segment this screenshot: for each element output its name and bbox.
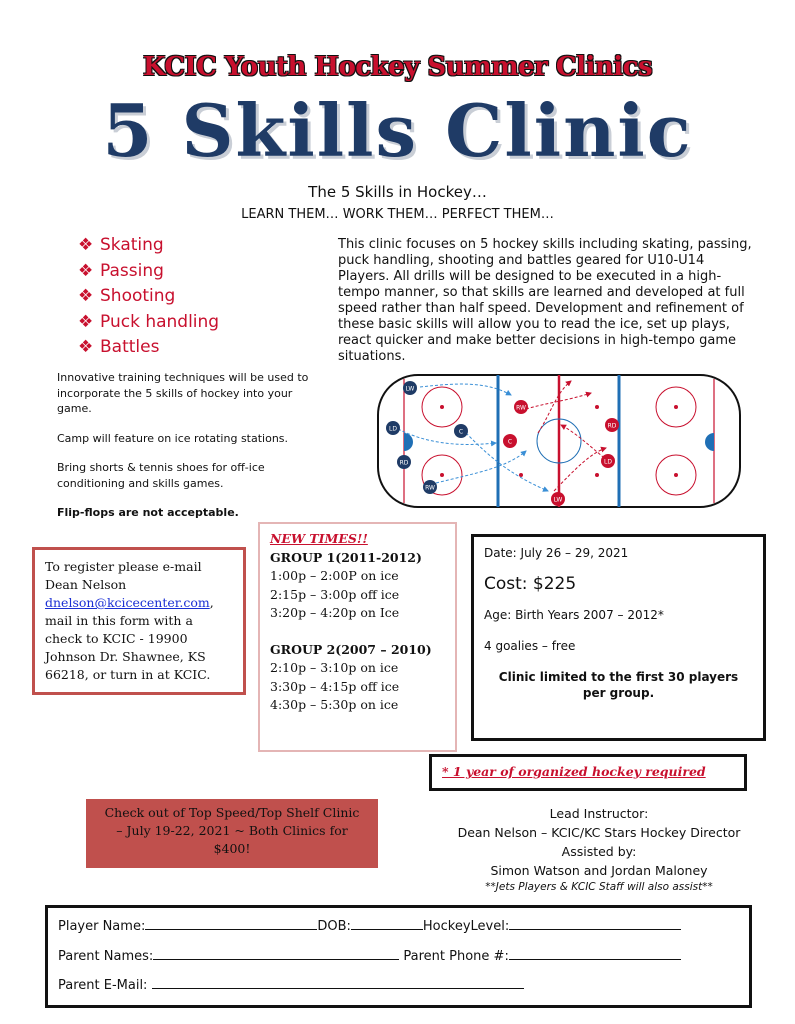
register-line: 66218, or turn in at KCIC. [45, 667, 211, 682]
list-item [78, 233, 219, 259]
requirement-box: * 1 year of organized hockey required [429, 754, 747, 791]
parent-phone-field[interactable] [509, 945, 681, 960]
diamond-bullet-icon: ❖ [78, 311, 94, 332]
register-line: Johnson Dr. Shawnee, KS [45, 649, 206, 664]
assisted-label: Assisted by: [561, 844, 637, 859]
diamond-bullet-icon: ❖ [78, 260, 94, 281]
dob-label: DOB: [317, 919, 351, 934]
form-row [58, 912, 739, 942]
schedule-item: 2:10p – 3:10p on ice [270, 660, 399, 675]
diamond-bullet-icon: ❖ [78, 337, 94, 357]
parent-email-field[interactable] [152, 974, 524, 989]
tagline: LEARN THEM… WORK THEM… PERFECT THEM… [241, 207, 554, 222]
schedule-item: 1:00p – 2:00P on ice [270, 568, 399, 583]
registration-box [32, 547, 246, 695]
faceoff-dot [440, 473, 444, 477]
goalies-note: 4 goalies – free [484, 639, 576, 653]
instructors-block [432, 804, 766, 894]
clinic-date: Date: July 26 – 29, 2021 [484, 546, 629, 560]
note-shoes: Bring shorts & tennis shoes for off-ice conditioning and skills games. [57, 461, 265, 490]
schedule-item: 3:30p – 4:15p off ice [270, 678, 400, 694]
clinic-description: This clinic focuses on 5 hockey skills including skating, passing, puck handling, shooting and battles geared for U10-U14 Players. All drills will be designed to be executed in a high-tempo manner, so that skills are learned and developed at full speed rather than half speed. Development and refinement of these basic skills will allow you to read the ice, set up plays, react quicker and make better decisions in high-tempo game situations. [338, 237, 752, 364]
parent-phone-label: Parent Phone #: [403, 948, 509, 964]
email-suffix: , [209, 595, 214, 610]
parent-email-label: Parent E-Mail: [58, 978, 148, 993]
register-line: mail in this form with a [45, 613, 193, 628]
hockey-level-field[interactable] [509, 915, 681, 930]
form-row [58, 971, 739, 1001]
capacity-line: Clinic limited to the first 30 players [498, 670, 739, 684]
promo-line: – July 19-22, 2021 ~ Both Clinics for [116, 823, 348, 838]
dob-field[interactable] [351, 915, 423, 930]
page-title: 5 Skills Clinic [102, 88, 693, 173]
group-1-title: GROUP 1(2011-2012) [270, 549, 422, 565]
svg-text:RW: RW [425, 484, 435, 492]
svg-text:RD: RD [607, 422, 617, 430]
clinic-series-title: KCIC Youth Hockey Summer Clinics [142, 52, 653, 82]
parent-names-field[interactable] [153, 945, 399, 960]
faceoff-dot [674, 473, 678, 477]
player-marker [397, 455, 411, 469]
player-name-field[interactable] [145, 915, 317, 930]
assistant-instructors: Simon Watson and Jordan Maloney [490, 863, 708, 878]
group-2-title: GROUP 2(2007 – 2010) [270, 641, 432, 657]
skill-label: Shooting [100, 286, 176, 306]
faceoff-dot [595, 473, 599, 477]
clinic-cost: Cost: $225 [484, 574, 577, 594]
skill-label: Battles [100, 337, 160, 357]
staff-note: **Jets Players & KCIC Staff will also assist** [485, 881, 713, 893]
svg-text:LD: LD [389, 425, 397, 433]
list-item [78, 310, 219, 336]
skill-label: Skating [100, 235, 164, 255]
faceoff-dot [519, 473, 523, 477]
promo-line: $400! [213, 841, 251, 856]
subtitle: The 5 Skills in Hockey… [308, 183, 487, 201]
svg-text:LD: LD [604, 458, 612, 466]
faceoff-dot [595, 405, 599, 409]
register-line: To register please e-mail [45, 559, 202, 574]
list-item [78, 335, 219, 361]
schedule-item: 2:15p – 3:00p off ice [270, 586, 400, 602]
lead-instructor-label: Lead Instructor: [549, 806, 649, 821]
svg-text:C: C [507, 438, 513, 446]
diamond-bullet-icon: ❖ [78, 235, 94, 255]
svg-text:RW: RW [516, 404, 526, 412]
player-marker [514, 400, 528, 414]
register-line: Dean Nelson [45, 577, 127, 592]
hockey-rink-diagram [376, 373, 742, 509]
clinic-info-box [471, 534, 766, 741]
player-marker [423, 480, 437, 494]
diamond-bullet-icon: ❖ [78, 286, 94, 306]
list-item [78, 284, 219, 310]
registration-form [45, 905, 752, 1008]
clinic-age: Age: Birth Years 2007 – 2012* [484, 608, 664, 622]
svg-text:LW: LW [553, 496, 563, 504]
capacity-line: per group. [582, 686, 655, 700]
register-line: check to KCIC - 19900 [45, 631, 188, 646]
lead-instructor: Dean Nelson – KCIC/KC Stars Hockey Director [457, 825, 741, 840]
email-link[interactable]: dnelson@kcicecenter.com [45, 595, 210, 610]
promo-box [86, 799, 378, 868]
capacity-note [484, 669, 753, 701]
player-marker [403, 381, 417, 395]
note-stations: Camp will feature on ice rotating stations. [57, 431, 289, 445]
faceoff-dot [674, 405, 678, 409]
player-marker [551, 492, 565, 506]
faceoff-dot [440, 405, 444, 409]
player-name-label: Player Name: [58, 919, 146, 934]
player-marker [386, 421, 400, 435]
svg-text:RD: RD [399, 459, 409, 467]
note-flip-flops: Flip-flops are not acceptable. [57, 506, 239, 519]
note-training: Innovative training techniques will be used to incorporate the 5 skills of hockey into your game. [57, 371, 309, 415]
form-row [58, 942, 739, 972]
svg-text:LW: LW [405, 385, 415, 393]
player-marker [605, 418, 619, 432]
hockey-level-label: HockeyLevel: [422, 919, 510, 934]
skill-label: Puck handling [100, 311, 220, 332]
svg-text:C: C [458, 428, 464, 436]
new-times-label: NEW TIMES!! [270, 531, 368, 546]
player-marker [454, 424, 468, 438]
skills-list [78, 233, 219, 361]
list-item [78, 259, 219, 285]
schedule-item: 4:30p – 5:30p on ice [270, 697, 399, 712]
promo-line: Check out of Top Speed/Top Shelf Clinic [104, 805, 360, 820]
schedule-box [258, 522, 457, 752]
schedule-item: 3:20p – 4:20p on Ice [270, 605, 400, 620]
player-marker [503, 434, 517, 448]
parent-names-label: Parent Names: [58, 948, 154, 964]
skill-label: Passing [100, 260, 164, 281]
player-marker [601, 454, 615, 468]
notes [57, 370, 327, 535]
